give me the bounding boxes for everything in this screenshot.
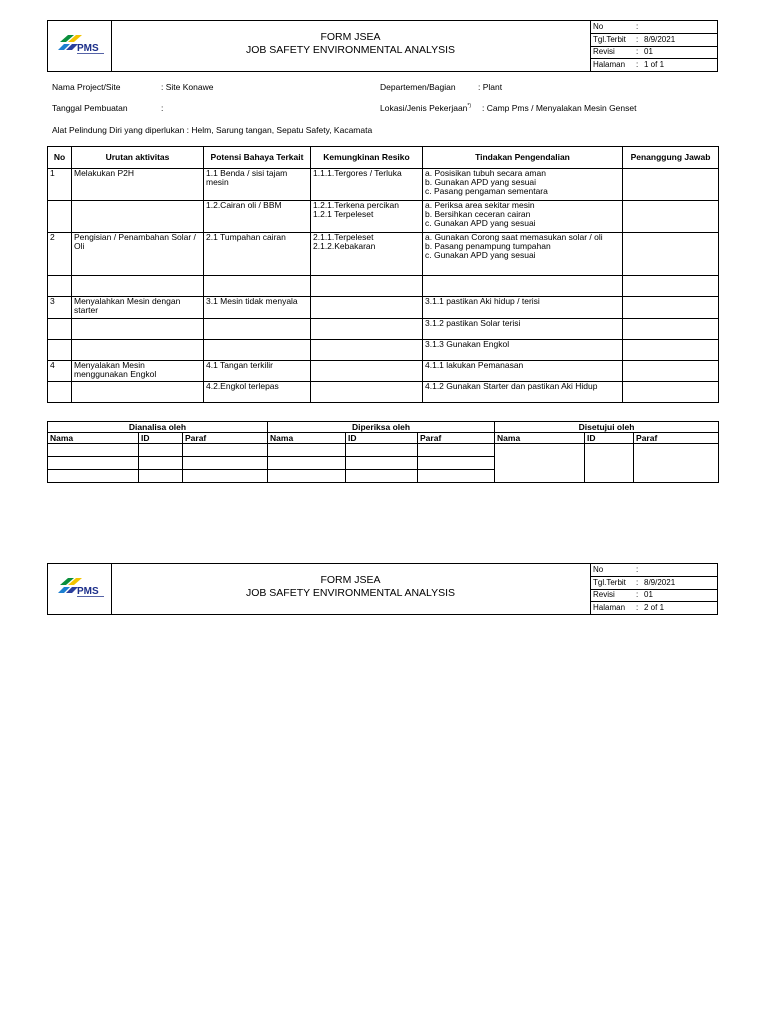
cell-resiko: [311, 361, 423, 382]
project-label: Nama Project/Site: [52, 82, 121, 92]
form-title-line1: FORM JSEA: [320, 31, 381, 43]
cell-no: 4: [48, 361, 72, 382]
sig-cell[interactable]: [268, 444, 346, 457]
cell-urutan: [72, 276, 204, 297]
sig-cell[interactable]: [418, 457, 495, 470]
cell-no: [48, 276, 72, 297]
svg-text:PMS: PMS: [77, 43, 99, 54]
table-row: [48, 169, 719, 201]
cell-no: [48, 340, 72, 361]
sig-col-id: ID: [346, 433, 418, 444]
sig-cell[interactable]: [139, 470, 183, 483]
departemen-value: : Plant: [478, 82, 503, 92]
table-row: [48, 297, 719, 319]
cell-potensi: 1.1 Benda / sisi tajam mesin: [204, 169, 311, 201]
sig-cell[interactable]: [268, 470, 346, 483]
cell-tindakan: 4.1.1 lakukan Pemanasan: [423, 361, 623, 382]
cell-resiko: [311, 340, 423, 361]
logo-cell: [48, 564, 112, 614]
table-row: [48, 276, 719, 297]
apd-line: Alat Pelindung Diri yang diperlukan : Helm, Sarung tangan, Sepatu Safety, Kacamata: [52, 125, 373, 135]
cell-penanggung: [623, 319, 719, 340]
cell-no: 3: [48, 297, 72, 319]
cell-urutan: [72, 201, 204, 233]
table-row: [48, 233, 719, 276]
cell-resiko: 1.1.1.Tergores / Terluka: [311, 169, 423, 201]
sig-col-nama: Nama: [268, 433, 346, 444]
jsea-table-body: [48, 169, 719, 403]
col-header-resiko: Kemungkinan Resiko: [311, 147, 423, 169]
cell-urutan: Menyalahkan Mesin dengan starter: [72, 297, 204, 319]
sig-cell[interactable]: [634, 444, 719, 483]
cell-potensi: 1.2.Cairan oli / BBM: [204, 201, 311, 233]
cell-penanggung: [623, 276, 719, 297]
sig-cell[interactable]: [268, 457, 346, 470]
cell-no: [48, 319, 72, 340]
form-title: [111, 21, 591, 71]
sig-cell[interactable]: [585, 444, 634, 483]
cell-resiko: 1.2.1.Terkena percikan 1.2.1 Terpeleset: [311, 201, 423, 233]
cell-tindakan: a. Posisikan tubuh secara aman b. Gunakan APD yang sesuai c. Pasang pengaman sementara: [423, 169, 623, 201]
meta-no: No :: [590, 21, 717, 34]
form-title-line2: JOB SAFETY ENVIRONMENTAL ANALYSIS: [245, 587, 456, 599]
table-row: [48, 361, 719, 382]
sig-col-nama: Nama: [495, 433, 585, 444]
table-header-row: [48, 147, 719, 169]
cell-tindakan: 4.1.2 Gunakan Starter dan pastikan Aki Hidup: [423, 382, 623, 403]
cell-tindakan: 3.1.1 pastikan Aki hidup / terisi: [423, 297, 623, 319]
lokasi-footnote-mark: *): [467, 103, 472, 110]
cell-urutan: [72, 340, 204, 361]
meta-halaman: Halaman : 1 of 1: [593, 59, 665, 69]
cell-potensi: [204, 340, 311, 361]
tanggal-value: :: [161, 103, 164, 113]
sig-cell[interactable]: [495, 444, 585, 483]
meta-tgl-terbit: Tgl.Terbit : 8/9/2021: [590, 577, 717, 590]
cell-penanggung: [623, 169, 719, 201]
pms-logo-icon: [54, 577, 106, 601]
lokasi-label: Lokasi/Jenis Pekerjaan*): [380, 103, 472, 113]
lokasi-value: : Camp Pms / Menyalakan Mesin Genset: [482, 103, 637, 113]
sig-col-paraf: Paraf: [634, 433, 719, 444]
col-header-potensi: Potensi Bahaya Terkait: [204, 147, 311, 169]
signature-column-row: [48, 433, 719, 444]
sig-cell[interactable]: [418, 470, 495, 483]
form-header-page-2: [47, 563, 718, 615]
cell-resiko: [311, 297, 423, 319]
sig-cell[interactable]: [183, 444, 268, 457]
cell-resiko: [311, 319, 423, 340]
cell-tindakan: a. Periksa area sekitar mesin b. Bersihkan ceceran cairan c. Gunakan APD yang sesuai: [423, 201, 623, 233]
cell-tindakan: [423, 276, 623, 297]
cell-potensi: 4.1 Tangan terkilir: [204, 361, 311, 382]
form-title-line2: JOB SAFETY ENVIRONMENTAL ANALYSIS: [245, 44, 456, 56]
sig-col-id: ID: [585, 433, 634, 444]
cell-urutan: Melakukan P2H: [72, 169, 204, 201]
sig-cell[interactable]: [346, 444, 418, 457]
cell-tindakan: 3.1.3 Gunakan Engkol: [423, 340, 623, 361]
cell-urutan: Menyalakan Mesin menggunakan Engkol: [72, 361, 204, 382]
group-diperiksa: Diperiksa oleh: [268, 422, 495, 433]
cell-penanggung: [623, 340, 719, 361]
table-row: [48, 382, 719, 403]
sig-cell[interactable]: [418, 444, 495, 457]
jsea-table: [47, 146, 719, 403]
form-title-line1: FORM JSEA: [320, 574, 381, 586]
table-row: [48, 319, 719, 340]
meta-revisi: Revisi : 01: [590, 589, 717, 602]
sig-col-paraf: Paraf: [183, 433, 268, 444]
sig-cell[interactable]: [139, 444, 183, 457]
signature-row: [48, 444, 719, 457]
cell-no: 2: [48, 233, 72, 276]
table-row: [48, 201, 719, 233]
cell-penanggung: [623, 233, 719, 276]
sig-cell[interactable]: [48, 457, 139, 470]
meta-no: No :: [590, 564, 717, 577]
cell-potensi: [204, 276, 311, 297]
col-header-penanggung: Penanggung Jawab: [623, 147, 719, 169]
signature-table: [47, 421, 719, 483]
col-header-no: No: [48, 147, 72, 169]
form-header-page-1: [47, 20, 718, 72]
sig-cell[interactable]: [48, 470, 139, 483]
cell-tindakan: 3.1.2 pastikan Solar terisi: [423, 319, 623, 340]
cell-tindakan: a. Gunakan Corong saat memasukan solar / oli b. Pasang penampung tumpahan c. Gunakan APD yang sesuai: [423, 233, 623, 276]
cell-potensi: 4.2.Engkol terlepas: [204, 382, 311, 403]
group-dianalisa: Dianalisa oleh: [48, 422, 268, 433]
sig-cell[interactable]: [139, 457, 183, 470]
table-row: [48, 340, 719, 361]
cell-penanggung: [623, 382, 719, 403]
meta-revisi: Revisi : 01: [590, 46, 717, 59]
tanggal-label: Tanggal Pembuatan: [52, 103, 128, 113]
cell-resiko: [311, 276, 423, 297]
group-disetujui: Disetujui oleh: [495, 422, 719, 433]
cell-no: 1: [48, 169, 72, 201]
signature-group-row: [48, 422, 719, 433]
cell-resiko: [311, 382, 423, 403]
col-header-tindakan: Tindakan Pengendalian: [423, 147, 623, 169]
sig-cell[interactable]: [346, 457, 418, 470]
svg-text:PMS: PMS: [77, 586, 99, 597]
cell-penanggung: [623, 201, 719, 233]
cell-urutan: [72, 382, 204, 403]
cell-urutan: [72, 319, 204, 340]
sig-col-nama: Nama: [48, 433, 139, 444]
logo-cell: [48, 21, 112, 71]
form-title: [111, 564, 591, 614]
departemen-label: Departemen/Bagian: [380, 82, 456, 92]
meta-halaman: Halaman : 2 of 1: [593, 602, 665, 612]
cell-penanggung: [623, 297, 719, 319]
sig-col-paraf: Paraf: [418, 433, 495, 444]
project-value: : Site Konawe: [161, 82, 214, 92]
cell-resiko: 2.1.1.Terpeleset 2.1.2.Kebakaran: [311, 233, 423, 276]
col-header-urutan: Urutan aktivitas: [72, 147, 204, 169]
sig-cell[interactable]: [183, 470, 268, 483]
cell-penanggung: [623, 361, 719, 382]
cell-no: [48, 382, 72, 403]
meta-tgl-terbit: Tgl.Terbit : 8/9/2021: [590, 34, 717, 47]
document-meta: [590, 21, 717, 71]
cell-potensi: 2.1 Tumpahan cairan: [204, 233, 311, 276]
cell-urutan: Pengisian / Penambahan Solar / Oli: [72, 233, 204, 276]
cell-no: [48, 201, 72, 233]
cell-potensi: 3.1 Mesin tidak menyala: [204, 297, 311, 319]
cell-potensi: [204, 319, 311, 340]
sig-cell[interactable]: [183, 457, 268, 470]
document-meta: [590, 564, 717, 614]
pms-logo-icon: [54, 34, 106, 58]
sig-cell[interactable]: [48, 444, 139, 457]
sig-col-id: ID: [139, 433, 183, 444]
sig-cell[interactable]: [346, 470, 418, 483]
